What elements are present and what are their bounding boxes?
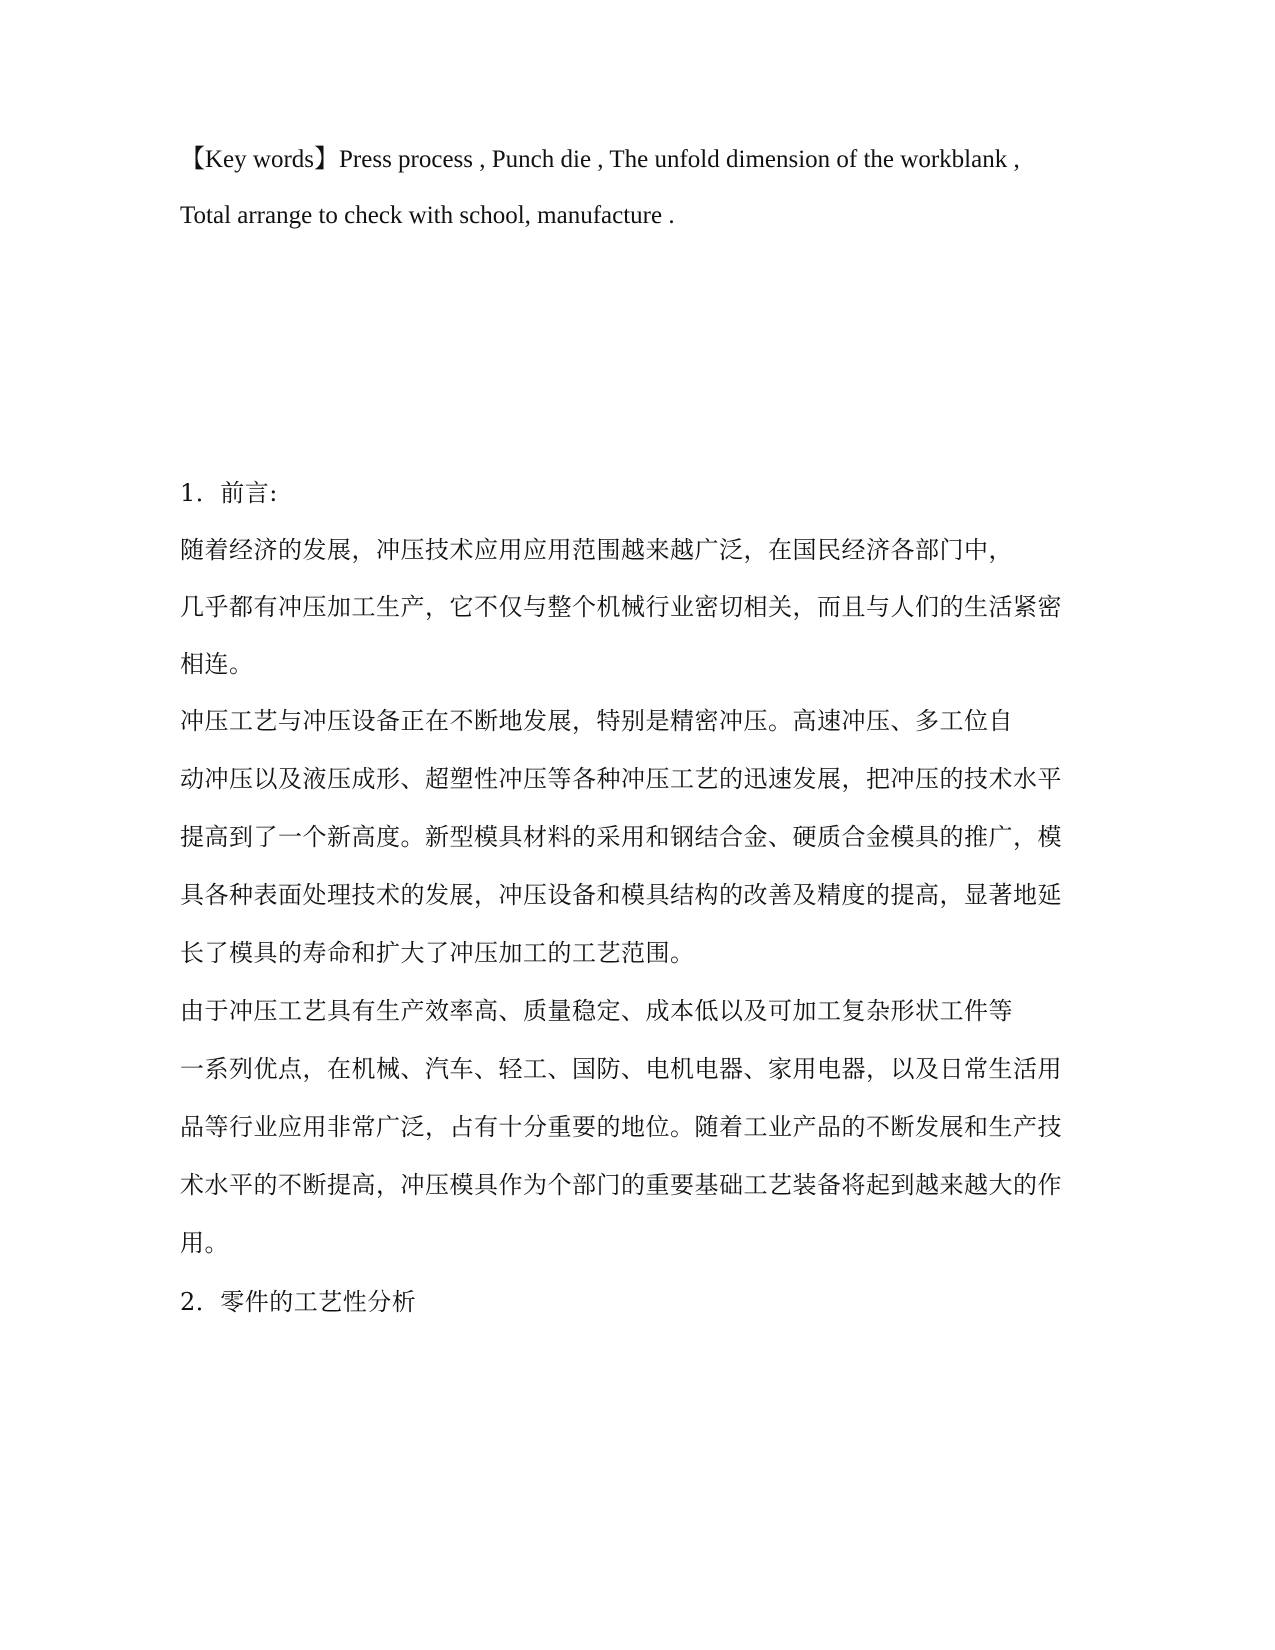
paragraph-line: 随着经济的发展，冲压技术应用应用范围越来越广泛，在国民经济各部门中，	[180, 536, 1013, 564]
section-heading: 1．前言:	[180, 479, 278, 507]
paragraph-line: 术水平的不断提高，冲压模具作为个部门的重要基础工艺装备将起到越来越大的作	[180, 1171, 1062, 1199]
paragraph-line: 长了模具的寿命和扩大了冲压加工的工艺范围。	[180, 939, 695, 967]
paragraph-line: 品等行业应用非常广泛，占有十分重要的地位。随着工业产品的不断发展和生产技	[180, 1113, 1062, 1141]
paragraph-line: 几乎都有冲压加工生产，它不仅与整个机械行业密切相关，而且与人们的生活紧密	[180, 593, 1062, 621]
paragraph-line: 动冲压以及液压成形、超塑性冲压等各种冲压工艺的迅速发展，把冲压的技术水平	[180, 765, 1062, 793]
paragraph-line: 冲压工艺与冲压设备正在不断地发展，特别是精密冲压。高速冲压、多工位自	[180, 707, 1013, 735]
paragraph-line: 用。	[180, 1229, 229, 1257]
paragraph-line: 提高到了一个新高度。新型模具材料的采用和钢结合金、硬质合金模具的推广，模	[180, 823, 1062, 851]
paragraph-line: 一系列优点，在机械、汽车、轻工、国防、电机电器、家用电器，以及日常生活用	[180, 1055, 1062, 1083]
paragraph-line: 由于冲压工艺具有生产效率高、质量稳定、成本低以及可加工复杂形状工件等	[180, 997, 1013, 1025]
paragraph-line: 具各种表面处理技术的发展，冲压设备和模具结构的改善及精度的提高，显著地延	[180, 881, 1062, 909]
keywords-line-1: 【Key words】Press process , Punch die , The unfold dimension of the workblank ,	[180, 146, 1020, 173]
paragraph-line: 相连。	[180, 650, 254, 678]
section-heading: 2．零件的工艺性分析	[180, 1288, 417, 1316]
keywords-line-2: Total arrange to check with school, manufacture .	[180, 202, 675, 229]
